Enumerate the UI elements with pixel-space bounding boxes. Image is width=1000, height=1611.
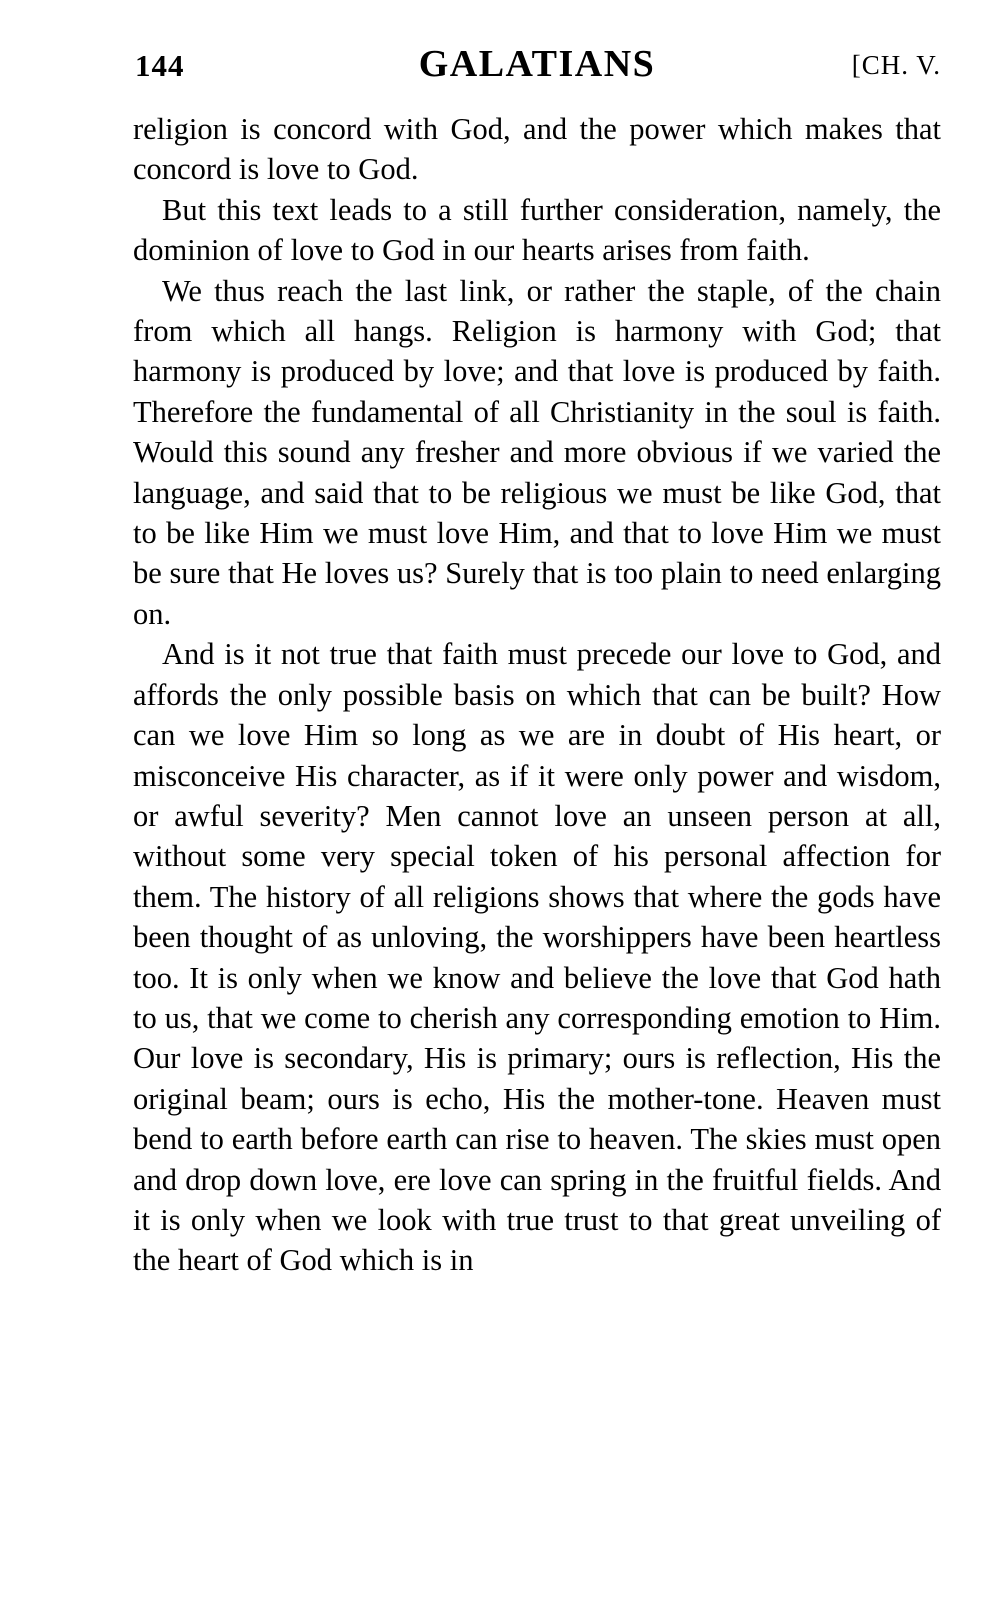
running-title: GALATIANS xyxy=(418,43,656,85)
body-text xyxy=(133,109,941,1281)
paragraph: We thus reach the last link, or rather the staple, of the chain from which all hangs. Religion is harmony with God; that harmony is produced by love; and that love is produced by faith. Therefore the fundamental of all Christianity in the soul is faith. Would this sound any fresher and more obvious if we varied the language, and said that to be religious we must be like God, that to be like Him we must love Him, and that to love Him we must be sure that He loves us? Surely that is too plain to need enlarging on. xyxy=(133,273,941,631)
paragraph: But this text leads to a still further consideration, namely, the dominion of love to God in our hearts arises from faith. xyxy=(133,192,941,268)
book-page xyxy=(133,38,941,1281)
chapter-marker: [CH. V. xyxy=(851,50,941,80)
paragraph-continuation: religion is concord with God, and the power which makes that concord is love to God. xyxy=(133,112,941,187)
paragraph: And is it not true that faith must precede our love to God, and affords the only possible basis on which that can be built? How can we love Him so long as we are in doubt of His heart, or misconceive His character, as if it were only power and wisdom, or awful severity? Men cannot love an unseen person at all, without some very special token of his personal affection for them. The history of all religions shows that where the gods have been thought of as unloving, the worshippers have been heartless too. It is only when we know and believe the love that God hath to us, that we come to cherish any corresponding emotion to Him. Our love is secondary, His is primary; ours is reflection, His the original beam; ours is echo, His the mother-tone. Heaven must bend to earth before earth can rise to heaven. The skies must open and drop down love, ere love can spring in the fruitful fields. And it is only when we look with true trust to that great unveiling of the heart of God which is in xyxy=(133,637,941,1278)
page-number: 144 xyxy=(135,48,185,83)
page-header xyxy=(133,38,941,88)
